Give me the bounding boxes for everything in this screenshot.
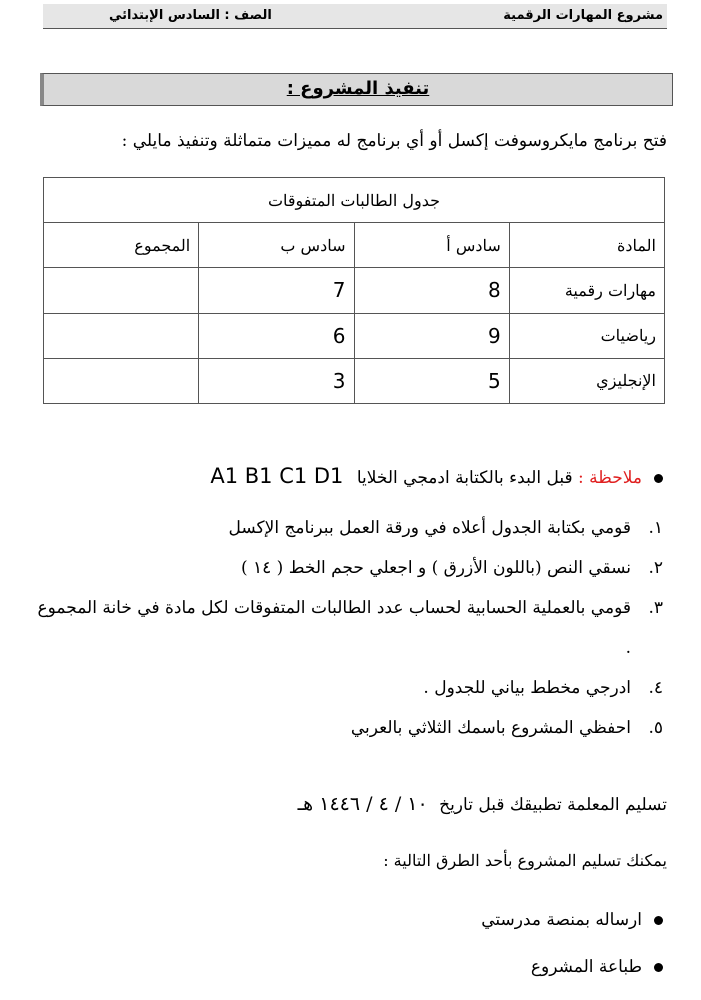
note-cells: A1 B1 C1 D1: [210, 464, 344, 488]
bullet-icon: [654, 963, 663, 972]
step-number: ٢.: [648, 558, 663, 578]
bullet-icon: [654, 474, 663, 483]
class-a-cell: 8: [354, 268, 509, 313]
table-row: [44, 313, 665, 358]
list-item: [33, 508, 663, 548]
list-item: [33, 548, 663, 588]
subject-cell: الإنجليزي: [509, 358, 664, 403]
step-text: قومي بكتابة الجدول أعلاه في ورقة العمل ببرنامج الإكسل: [228, 518, 631, 538]
intro-text: فتح برنامج مايكروسوفت إكسل أو أي برنامج له مميزات متماثلة وتنفيذ مايلي :: [121, 131, 667, 151]
steps-list: [33, 508, 663, 748]
project-name: مشروع المهارات الرقمية: [503, 8, 663, 23]
list-item: [33, 588, 663, 668]
subject-cell: مهارات رقمية: [509, 268, 664, 313]
merge-note: [210, 464, 663, 488]
header-total: المجموع: [44, 223, 199, 268]
total-cell: [44, 358, 199, 403]
ways-intro: يمكنك تسليم المشروع بأحد الطرق التالية :: [383, 851, 667, 870]
list-item: [481, 910, 663, 930]
delivery-text: تسليم المعلمة تطبيقك قبل تاريخ: [439, 795, 667, 815]
list-item: [33, 708, 663, 748]
list-item: [33, 668, 663, 708]
step-number: ١.: [648, 518, 663, 538]
step-number: ٤.: [648, 678, 663, 698]
grade-label: الصف : السادس الإبتدائي: [109, 8, 272, 23]
header-class-b: سادس ب: [199, 223, 354, 268]
delivery-date: ١٠ / ٤ / ١٤٤٦ هـ: [297, 793, 428, 815]
subject-cell: رياضيات: [509, 313, 664, 358]
delivery-line: [298, 793, 667, 815]
bullet-icon: [654, 916, 663, 925]
step-number: ٥.: [648, 718, 663, 738]
option-text: ارساله بمنصة مدرستي: [481, 910, 642, 930]
step-number: ٣.: [648, 598, 663, 618]
step-text: احفظي المشروع باسمك الثلاثي بالعربي: [350, 718, 631, 738]
class-a-cell: 5: [354, 358, 509, 403]
header-subject: المادة: [509, 223, 664, 268]
step-text: ادرجي مخطط بياني للجدول .: [423, 678, 631, 698]
class-b-cell: 7: [199, 268, 354, 313]
page-header: [43, 4, 667, 29]
option-text: طباعة المشروع: [530, 957, 642, 977]
section-title-box: [40, 73, 673, 106]
table-caption: جدول الطالبات المتفوقات: [44, 178, 665, 223]
class-b-cell: 6: [199, 313, 354, 358]
class-a-cell: 9: [354, 313, 509, 358]
class-b-cell: 3: [199, 358, 354, 403]
table-row: [44, 268, 665, 313]
section-title: تنفيذ المشروع :: [286, 78, 430, 99]
list-item: [531, 957, 663, 977]
table-row: [44, 358, 665, 403]
note-label: ملاحظة :: [578, 468, 642, 488]
step-text: نسقي النص (باللون الأزرق ) و اجعلي حجم الخط ( ١٤ ): [240, 558, 631, 578]
total-cell: [44, 268, 199, 313]
step-text: قومي بالعملية الحسابية لحساب عدد الطالبات المتفوقات لكل مادة في خانة المجموع .: [37, 598, 631, 658]
students-table: [43, 177, 665, 404]
header-class-a: سادس أ: [354, 223, 509, 268]
note-text: قبل البدء بالكتابة ادمجي الخلايا: [356, 468, 573, 488]
total-cell: [44, 313, 199, 358]
